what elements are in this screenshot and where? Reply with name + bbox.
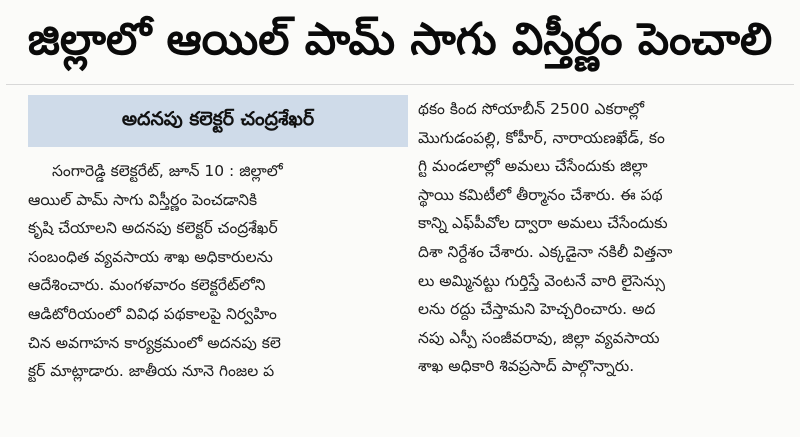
article-line: గ్టి మండలాల్లో అమలు చేసేందుకు జిల్లా xyxy=(418,157,648,176)
article-column-right xyxy=(418,95,786,435)
article-line: మొగుడంపల్లి, కోహీర్, నారాయణఖేడ్, కం xyxy=(418,128,665,147)
article-line: దిశా నిర్దేశం చేశారు. ఎక్కడైనా నకిలీ విత్తనా xyxy=(418,242,673,261)
article-line: శాఖ అధికారి శివప్రసాద్ పాల్గొన్నారు. xyxy=(418,357,635,376)
article-line: కాన్ని ఎఫ్‌పీవోల ద్వారా అమలు చేసేందుకు xyxy=(418,214,668,233)
article-line: నపు ఎస్పీ సంజీవరావు, జిల్లా వ్యవసాయ xyxy=(418,328,660,347)
article-line: లను రద్దు చేస్తామని హెచ్చరించారు. అద xyxy=(418,300,656,319)
byline-box xyxy=(28,95,408,147)
article-line: చిన అవగాహన కార్యక్రమంలో అదనపు కలె xyxy=(28,333,281,352)
byline: అదనపు కలెక్టర్ చంద్రశేఖర్ xyxy=(121,107,315,130)
article-line: క్టర్ మాట్లాడారు. జాతీయ నూనె గింజల ప xyxy=(28,362,275,381)
article-line: లు అమ్మినట్టు గుర్తిస్తే వెంటనే వారి లైసెన్సు xyxy=(418,271,665,290)
headline-divider xyxy=(6,84,794,85)
article-line: ఆదేశించారు. మంగళవారం కలెక్టరేట్‌లోని xyxy=(28,276,266,295)
article-line: స్థాయి కమిటీలో తీర్మానం చేశారు. ఈ పథ xyxy=(418,185,663,204)
article-column-left xyxy=(28,95,408,435)
article-line: సంగారెడ్డి కలెక్టరేట్, జూన్ 10 : జిల్లాలో xyxy=(52,162,283,180)
article-line: ఆడిటోరియంలో వివిధ పథకాలపై నిర్వహిం xyxy=(28,304,277,323)
article-line: సంబంధిత వ్యవసాయ శాఖ అధికారులను xyxy=(28,247,273,266)
article-line: కృషి చేయాలని అదనపు కలెక్టర్ చంద్రశేఖర్ xyxy=(28,219,278,238)
article-line: ఆయిల్ పామ్ సాగు విస్తీర్ణం పెంచడానికి xyxy=(28,190,258,209)
article-line: థకం కింద సోయాబీన్ 2500 ఎకరాల్లో xyxy=(418,100,645,118)
headline: జిల్లాలో ఆయిల్ పామ్ సాగు విస్తీర్ణం పెంచాలి xyxy=(27,14,773,65)
